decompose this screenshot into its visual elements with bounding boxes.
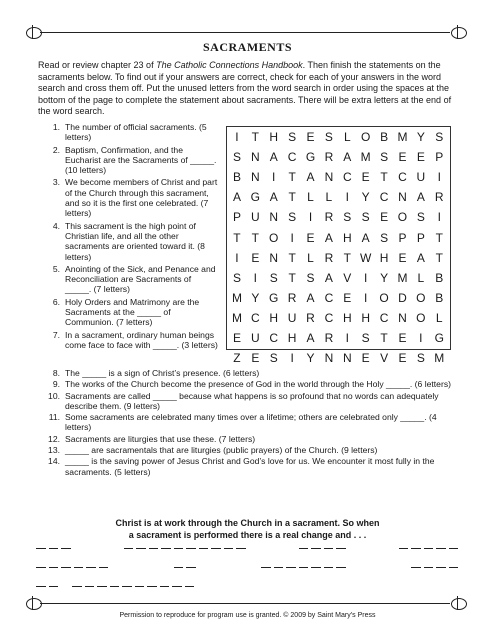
book-title: The Catholic Connections Handbook [156, 60, 303, 70]
copyright-footer: Permission to reproduce for program use is granted. © 2009 by Saint Mary’s Press [119, 612, 376, 619]
word-search-letter: I [290, 230, 295, 245]
answer-blank[interactable] [199, 548, 209, 549]
word-search-letter: I [437, 170, 442, 185]
word-search-letter: N [251, 170, 261, 185]
word-search-letter: H [342, 310, 353, 325]
word-search-letter: E [251, 351, 260, 366]
word-search-letter: H [379, 250, 389, 265]
word-search-letter: S [288, 130, 297, 145]
word-search-letter: T [380, 330, 389, 345]
word-search-letter: Y [251, 290, 260, 305]
word-search-letter: I [364, 270, 368, 285]
question-14: 14. _____ is the saving power of Jesus Christ and God’s love for us. We encounter it most fully in the sacraments. (5 letters) [48, 456, 435, 477]
word-search-row [228, 328, 450, 348]
answer-blank[interactable] [49, 586, 59, 587]
word-search-letter: E [232, 330, 242, 345]
word-search-letter: O [397, 210, 408, 225]
word-search-letter: M [434, 351, 445, 366]
answer-blank[interactable] [36, 586, 46, 587]
word-search-letter: H [269, 310, 279, 325]
answer-blank[interactable] [99, 567, 109, 568]
answer-blank[interactable] [97, 586, 107, 587]
word-search-letter: L [417, 270, 425, 285]
answer-blank[interactable] [436, 567, 446, 568]
word-search-letter: A [343, 150, 352, 165]
answer-blank[interactable] [224, 548, 234, 549]
word-search-letter: R [324, 250, 334, 265]
word-search-letter: C [342, 170, 353, 185]
word-search-letter: A [416, 250, 426, 265]
word-search-letter: C [398, 170, 408, 185]
word-search-letter: M [231, 310, 243, 325]
answer-blank[interactable] [147, 586, 157, 587]
questions-full [38, 368, 458, 477]
word-search-letter: T [233, 230, 242, 245]
answer-blank[interactable] [311, 548, 321, 549]
answer-blank[interactable] [211, 548, 221, 549]
instructions: Read or review chapter 23 of The Catholic Connections Handbook. Then finish the statements on the sacraments below. To find out if your answers are correct, check for each of your answers in the word search and cross them off. Put the unused letters from the word search in order using the spaces at the bottom of the page to complete the statement about sacraments. There will be extra letters at the end of the word search. [38, 60, 452, 116]
answer-line-2 [36, 559, 461, 571]
word-search-letter: N [269, 210, 279, 225]
answer-blank[interactable] [161, 548, 171, 549]
answer-blank[interactable] [174, 567, 184, 568]
question-12: 12. Sacraments are liturgies that use these. (7 letters) [48, 433, 256, 444]
word-search-letter: L [307, 190, 315, 205]
word-search-letter: S [361, 330, 371, 345]
word-search-letter: T [288, 250, 297, 265]
word-search-letter: D [398, 290, 408, 305]
word-search-letter: S [343, 210, 352, 225]
word-search-letter: M [360, 150, 372, 165]
word-search-grid [226, 126, 451, 366]
top-right-ornament [451, 27, 467, 39]
word-search-letter: H [361, 310, 371, 325]
word-search-letter: O [379, 290, 390, 305]
answer-blank[interactable] [311, 567, 321, 568]
answer-blank[interactable] [185, 586, 195, 587]
word-search-row [228, 227, 450, 247]
word-search-letter: E [398, 250, 407, 265]
word-search-letter: P [416, 230, 426, 245]
word-search-letter: I [308, 210, 313, 225]
answer-blank[interactable] [136, 548, 146, 549]
answer-blank[interactable] [110, 586, 120, 587]
answer-blank[interactable] [449, 567, 459, 568]
answer-blank[interactable] [436, 548, 446, 549]
word-search-letter: U [287, 310, 297, 325]
word-search-letter: Y [306, 351, 316, 366]
word-search-letter: A [324, 270, 334, 285]
word-search-letter: T [435, 230, 444, 245]
word-search-letter: L [325, 190, 333, 205]
answer-blank[interactable] [449, 548, 459, 549]
word-search-letter: S [269, 270, 279, 285]
top-left-ornament [26, 27, 42, 39]
word-search-letter: M [397, 130, 408, 145]
word-search-letter: I [253, 270, 258, 285]
word-search-letter: N [324, 170, 334, 185]
word-search-letter: L [435, 310, 444, 325]
answer-blank[interactable] [36, 567, 46, 568]
answer-blank[interactable] [122, 586, 132, 587]
word-search-letter: N [398, 190, 408, 205]
word-search-letter: T [288, 190, 297, 205]
answer-blank[interactable] [336, 567, 346, 568]
word-search-letter: U [251, 210, 261, 225]
word-search-letter: P [398, 230, 407, 245]
word-search-letter: A [269, 190, 279, 205]
answer-blank[interactable] [49, 548, 59, 549]
answer-blank[interactable] [72, 586, 82, 587]
word-search-letter: W [360, 250, 372, 265]
answer-blank[interactable] [286, 567, 296, 568]
word-search-letter: S [306, 270, 316, 285]
word-search-letter: B [232, 170, 242, 185]
word-search-letter: R [324, 150, 334, 165]
word-search-letter: G [434, 330, 445, 345]
answer-blank[interactable] [135, 586, 145, 587]
word-search-letter: T [288, 170, 297, 185]
word-search-letter: T [343, 250, 352, 265]
word-search-letter: A [269, 150, 279, 165]
word-search-letter: S [416, 351, 426, 366]
word-search-letter: U [251, 330, 261, 345]
word-search-letter: I [437, 210, 442, 225]
word-search-letter: I [235, 250, 240, 265]
word-search-letter: T [251, 230, 260, 245]
word-search-letter: S [232, 270, 242, 285]
word-search-letter: A [306, 170, 316, 185]
word-search-letter: N [398, 310, 408, 325]
word-search-letter: C [379, 190, 389, 205]
word-search-row [228, 207, 450, 227]
answer-blank[interactable] [174, 548, 184, 549]
word-search-letter: I [290, 351, 295, 366]
word-search-letter: R [324, 210, 334, 225]
word-search-letter: E [361, 351, 371, 366]
question-1: 1. The number of official sacraments. (5 letters) [52, 122, 207, 143]
word-search-letter: G [269, 290, 279, 305]
answer-blank[interactable] [324, 548, 334, 549]
word-search-letter: U [416, 170, 426, 185]
word-search-letter: S [269, 351, 279, 366]
answer-blank[interactable] [299, 548, 309, 549]
word-search-letter: E [398, 330, 407, 345]
answer-blank[interactable] [172, 586, 182, 587]
word-search-letter: Y [361, 190, 371, 205]
word-search-letter: E [306, 130, 316, 145]
word-search-letter: H [342, 230, 353, 245]
question-3: 3. We become members of Christ and part of the Church through this sacrament, and so it is the first one celebrated. (7 letters) [52, 177, 218, 219]
answer-blank[interactable] [74, 567, 84, 568]
answer-blank[interactable] [160, 586, 170, 587]
question-10: 10. Sacraments are called _____ because what happens is so profound that no words can adequately describe them. (9 letters) [48, 390, 439, 411]
word-search-letter: C [251, 310, 261, 325]
word-search-letter: E [361, 170, 371, 185]
answer-blank[interactable] [36, 548, 46, 549]
answer-blank[interactable] [411, 548, 421, 549]
answer-blank[interactable] [61, 567, 71, 568]
answer-blank[interactable] [336, 548, 346, 549]
word-search-letter: G [250, 190, 261, 205]
word-search-letter: R [434, 190, 445, 205]
word-search-letter: H [269, 130, 279, 145]
word-search-letter: A [306, 290, 316, 305]
word-search-letter: N [324, 351, 334, 366]
question-4: 4. This sacrament is the high point of Christian life, and all the other sacraments are oriented toward it. (8 letters) [52, 220, 205, 262]
word-search-row [228, 308, 450, 328]
word-search-letter: O [361, 130, 371, 145]
word-search-letter: A [361, 230, 371, 245]
word-search-letter: I [364, 290, 368, 305]
question-9: 9. The works of the Church become the presence of God in the world through the Holy _____. (6 letters) [52, 379, 451, 390]
word-search-letter: S [380, 230, 389, 245]
word-search-letter: I [345, 190, 350, 205]
word-search-row [228, 127, 450, 147]
questions-left [38, 122, 218, 350]
word-search-letter: I [419, 330, 424, 345]
word-search-letter: A [306, 330, 316, 345]
word-search-letter: Z [233, 351, 242, 366]
page-title: SACRAMENTS [202, 40, 292, 54]
question-13: 13. _____ are sacramentals that are liturgies (public prayers) of the Church. (9 letters) [48, 445, 378, 456]
word-search-letter: I [272, 170, 276, 185]
word-search-letter: N [251, 150, 261, 165]
word-search-letter: V [343, 270, 352, 285]
question-11: 11. Some sacraments are celebrated many times over a lifetime; others are celebrated only _____. (4 letters) [48, 412, 437, 433]
question-5: 5. Anointing of the Sick, and Penance and Reconciliation are Sacraments of _____. (7 letters) [52, 263, 216, 295]
word-search-letter: S [324, 130, 334, 145]
word-search-letter: R [306, 310, 316, 325]
word-search-row [228, 167, 450, 187]
word-search-letter: G [305, 150, 316, 165]
word-search-row [228, 348, 450, 368]
word-search-letter: B [435, 290, 444, 305]
word-search-letter: L [343, 130, 352, 145]
word-search-letter: O [416, 310, 427, 325]
word-search-letter: M [397, 270, 408, 285]
word-search-letter: V [380, 351, 389, 366]
word-search-letter: S [380, 150, 389, 165]
answer-blank[interactable] [149, 548, 159, 549]
word-search-letter: O [416, 290, 427, 305]
word-search-letter: E [398, 351, 407, 366]
word-search-letter: A [232, 190, 242, 205]
question-7: 7. In a sacrament, ordinary human beings come face to face with _____. (3 letters) [52, 329, 218, 350]
answer-blank[interactable] [61, 548, 71, 549]
word-search-letter: C [324, 310, 334, 325]
answer-blank[interactable] [85, 586, 95, 587]
answer-line-1 [36, 540, 461, 552]
answer-blank[interactable] [424, 567, 434, 568]
answer-blank[interactable] [399, 548, 409, 549]
word-search-letter: S [361, 210, 371, 225]
word-search-letter: R [324, 330, 334, 345]
word-search-letter: C [379, 310, 389, 325]
question-8: 8. The _____ is a sign of Christ’s presence. (6 letters) [52, 368, 260, 378]
summary-statement: Christ is at work through the Church in a sacrament. So when a sacrament is performed there is a real change and . . . [115, 518, 380, 540]
answer-blank[interactable] [124, 548, 134, 549]
word-search-letter: E [416, 150, 426, 165]
answer-blank[interactable] [424, 548, 434, 549]
question-6: 6. Holy Orders and Matrimony are the Sacraments at the _____ of Communion. (7 letters) [52, 296, 200, 328]
answer-line-3 [36, 578, 461, 590]
word-search-letter: S [416, 210, 426, 225]
question-2: 2. Baptism, Confirmation, and the Eucharist are the Sacraments of _____. (10 letters) [52, 144, 217, 176]
answer-blank[interactable] [49, 567, 59, 568]
bottom-right-ornament [451, 598, 467, 610]
word-search-letter: N [269, 250, 279, 265]
word-search-letter: T [288, 270, 297, 285]
bottom-rule [40, 603, 450, 604]
word-search-row [228, 147, 450, 167]
word-search-letter: C [269, 330, 279, 345]
word-search-letter: P [232, 210, 242, 225]
word-search-letter: C [324, 290, 334, 305]
word-search-letter: N [342, 351, 353, 366]
word-search-letter: T [251, 130, 260, 145]
word-search-letter: Y [380, 270, 389, 285]
word-search-row [228, 288, 450, 308]
word-search-letter: A [416, 190, 426, 205]
word-search-letter: S [288, 210, 297, 225]
answer-blank[interactable] [186, 567, 196, 568]
word-search-letter: I [235, 130, 240, 145]
answer-blank[interactable] [299, 567, 309, 568]
word-search-row [228, 187, 450, 207]
word-search-letter: S [435, 130, 444, 145]
word-search-letter: E [306, 230, 316, 245]
answer-blank[interactable] [411, 567, 421, 568]
answer-blank[interactable] [236, 548, 246, 549]
word-search-letter: T [435, 250, 444, 265]
word-search-letter: B [435, 270, 444, 285]
answer-blank[interactable] [324, 567, 334, 568]
answer-blank[interactable] [186, 548, 196, 549]
word-search-letter: H [287, 330, 297, 345]
top-rule [40, 32, 450, 33]
word-search-letter: M [231, 290, 243, 305]
word-search-letter: E [251, 250, 260, 265]
answer-blank[interactable] [261, 567, 271, 568]
answer-blank[interactable] [274, 567, 284, 568]
bottom-left-ornament [26, 598, 42, 610]
word-search-letter: E [398, 150, 407, 165]
word-search-letter: L [307, 250, 315, 265]
word-search-letter: B [380, 130, 389, 145]
word-search-letter: T [380, 170, 389, 185]
word-search-letter: C [287, 150, 297, 165]
word-search-letter: O [269, 230, 279, 245]
word-search-letter: E [343, 290, 352, 305]
word-search-row [228, 268, 450, 288]
word-search-letter: Y [416, 130, 426, 145]
word-search-letter: R [287, 290, 297, 305]
word-search-letter: I [345, 330, 350, 345]
word-search-row [228, 248, 450, 268]
answer-blank[interactable] [86, 567, 96, 568]
word-search-letter: A [324, 230, 334, 245]
word-search-letter: S [232, 150, 242, 165]
word-search-letter: P [435, 150, 444, 165]
word-search-letter: E [380, 210, 389, 225]
